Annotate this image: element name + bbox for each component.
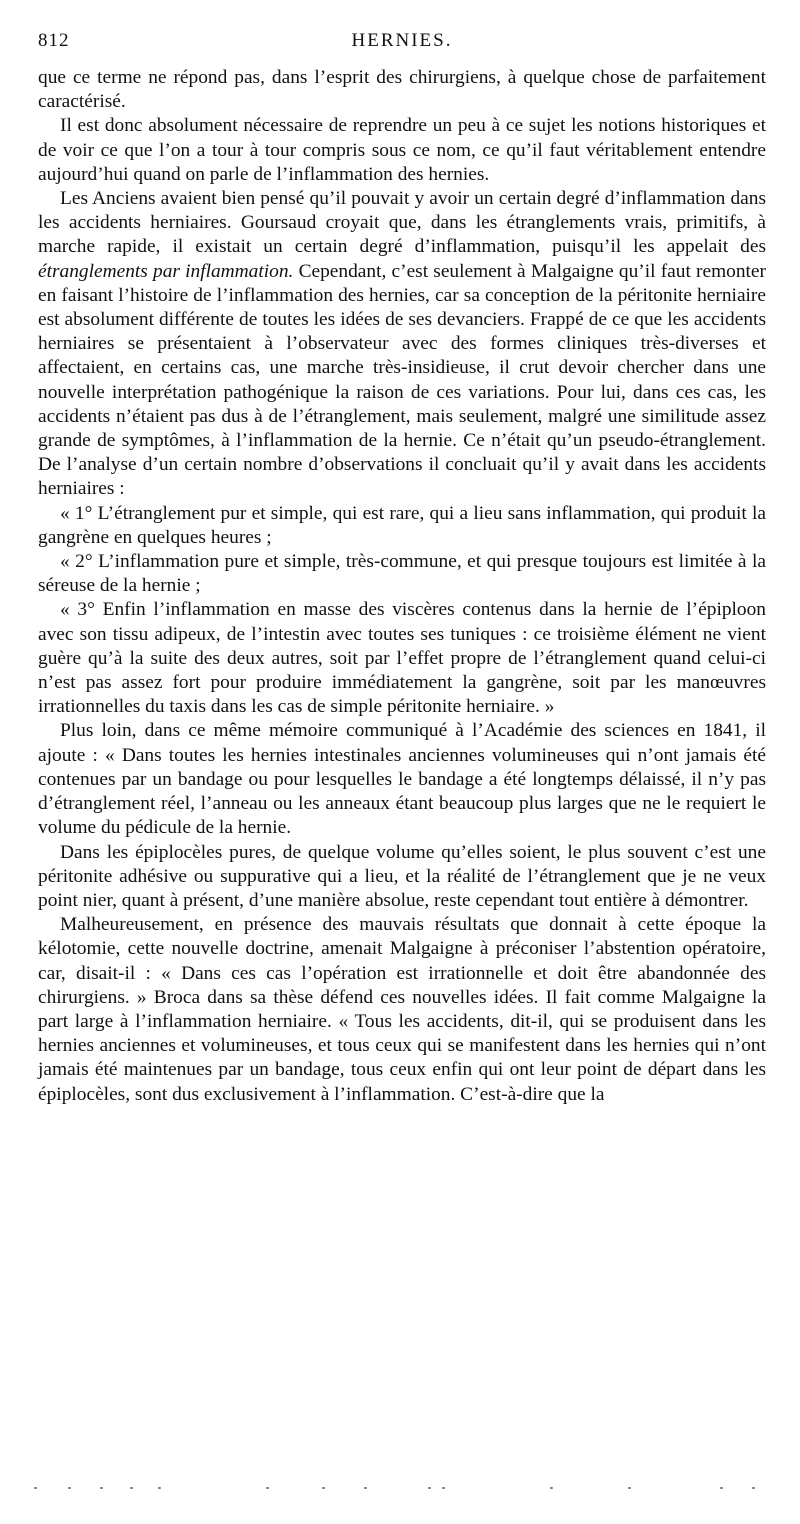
scan-speck (100, 1487, 103, 1489)
running-head (38, 30, 766, 58)
italic-phrase: étranglements par inflammation. (38, 260, 294, 282)
paragraph-anciens-text: Les Anciens avaient bien pensé qu’il pouvait y avoir un certain degré d’inflammation dans les accidents herniaires. Goursaud croyait que, dans les étranglements vrais, primitifs, à marche rapide, il existait un certain degré d’inflammation, puisqu’il les appelait des (38, 188, 766, 258)
scan-speck (34, 1487, 37, 1489)
scan-speck (130, 1487, 133, 1489)
scan-speck (158, 1487, 161, 1489)
scan-specks (30, 1484, 770, 1492)
paragraph-point-1: « 1° L’étranglement pur et simple, qui est rare, qui a lieu sans inflammation, qui produit la gangrène en quelques heures ; (38, 502, 766, 548)
paragraph-anciens (38, 187, 766, 502)
paragraph-continuation: que ce terme ne répond pas, dans l’esprit des chirurgiens, à quelque chose de parfaitement caractérisé. (38, 67, 766, 113)
scan-speck (68, 1487, 71, 1489)
paragraph-necessity: Il est donc absolument nécessaire de reprendre un peu à ce sujet les notions historiques et de voir ce que l’on a tour à tour compris sous ce nom, ce qu’il faut véritablement entendre aujourd’hui quand on parle de l’inflammation des hernies. (38, 115, 766, 185)
scan-speck (628, 1487, 631, 1489)
scan-speck (322, 1487, 325, 1489)
scan-speck (428, 1487, 431, 1489)
scan-speck (720, 1487, 723, 1489)
scan-speck (364, 1487, 367, 1489)
page-number: 812 (38, 30, 70, 51)
scan-speck (442, 1487, 445, 1489)
paragraph-anciens-continuation: Cependant, c’est seulement à Malgaigne qu’il faut remonter en faisant l’histoire de l’inflammation des hernies, car sa conception de la péritonite herniaire est absolument différente de toutes les idées de ses devanciers. Frappé de ce que les accidents herniaires se présentaient à l’observateur avec des formes cliniques très-diverses et affectaient, en certains cas, une marche très-insidieuse, il crut devoir chercher dans une nouvelle interprétation pathogénique la raison de ces variations. Pour lui, dans ces cas, les accidents n’étaient pas dus à de l’étranglement, mais seulement, malgré une similitude assez grande de symptômes, à l’inflammation de la hernie. Ce n’était qu’un pseudo-étranglement. De l’analyse d’un certain nombre d’observations il concluait qu’il y avait dans les accidents herniaires : (38, 260, 766, 500)
scan-speck (550, 1487, 553, 1489)
running-title: HERNIES. (351, 30, 453, 51)
document-page (38, 30, 766, 1107)
paragraph-malheureusement: Malheureusement, en présence des mauvais résultats que donnait à cette époque la kélotomie, cette nouvelle doctrine, amenait Malgaigne à préconiser l’abstention opératoire, car, disait-il : « Dans ces cas l’opération est irrationnelle et doit être abandonnée des chirurgiens. » Broca dans sa thèse défend ces nouvelles idées. Il fait comme Malgaigne la part large à l’inflammation herniaire. « Tous les accidents, dit-il, qui se produisent dans les hernies anciennes et volumineuses, et tous ceux qui se manifestent dans les hernies qui n’ont jamais été maintenues par un bandage, tous ceux enfin qui ont leur point de départ dans les épiplocèles, sont dus exclusivement à l’inflammation. C’est-à-dire que la (38, 914, 766, 1105)
scan-speck (752, 1487, 755, 1489)
paragraph-epiplocele: Dans les épiplocèles pures, de quelque volume qu’elles soient, le plus souvent c’est une péritonite adhésive ou suppurative qui a lieu, et la réalité de l’étranglement que je ne veux point nier, quant à présent, d’une manière absolue, reste cependant tout entière à démontrer. (38, 841, 766, 911)
paragraph-point-3: « 3° Enfin l’inflammation en masse des viscères contenus dans la hernie de l’épiploon avec son tissu adipeux, de l’intestin avec toutes ses tuniques : ce troisième élément ne vient guère qu’à la suite des deux autres, soit par l’effet propre de l’étranglement quand celui-ci n’est pas assez fort pour produire immédiatement la gangrène, soit par les manœuvres irrationnelles du taxis dans les cas de simple péritonite herniaire. » (38, 599, 766, 718)
paragraph-point-2: « 2° L’inflammation pure et simple, très-commune, et qui presque toujours est limitée à la séreuse de la hernie ; (38, 551, 766, 597)
scan-speck (266, 1487, 269, 1489)
body-text (38, 66, 766, 1107)
paragraph-memoire-1841: Plus loin, dans ce même mémoire communiqué à l’Académie des sciences en 1841, il ajoute : « Dans toutes les hernies intestinales anciennes volumineuses qui n’ont jamais été contenues par un bandage ou pour lesquelles le bandage a été longtemps délaissé, il n’y pas d’étranglement réel, l’anneau ou les anneaux étant beaucoup plus larges que ne le requiert le volume du pédicule de la hernie. (38, 720, 766, 839)
